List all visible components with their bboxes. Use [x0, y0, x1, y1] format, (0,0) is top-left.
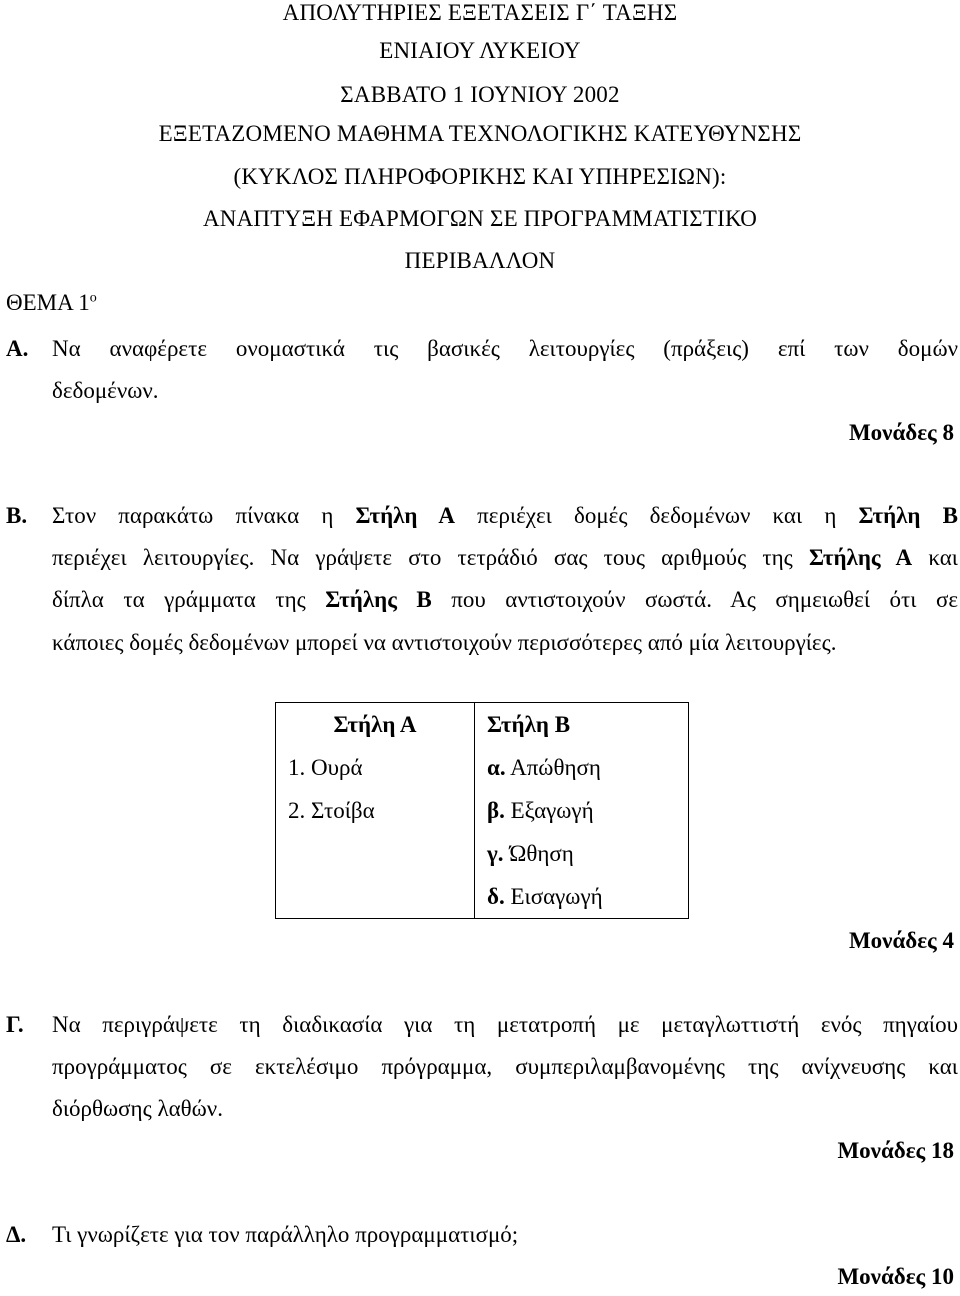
column-a-cell: [276, 875, 475, 919]
column-b-header: Στήλη Β: [487, 712, 571, 737]
question-b-letter: Β.: [6, 503, 28, 528]
column-b-cell: γ. Ώθηση: [487, 841, 574, 866]
exam-title-line-2: ΕΝΙΑΙΟΥ ΛΥΚΕΙΟΥ: [379, 38, 581, 63]
question-a-points: Μονάδες 8: [848, 420, 954, 445]
question-d-line-1: Τι γνωρίζετε για τον παράλληλο προγραμματισμό;: [52, 1222, 519, 1247]
question-c-letter: Γ.: [6, 1012, 24, 1037]
question-d-points: Μονάδες 10: [837, 1264, 954, 1289]
question-c-line-1: Να περιγράψετε τη διαδικασία για τη μετατροπή με μεταγλωττιστή ενός πηγαίου: [52, 1012, 958, 1037]
exam-subject-line-4: ΠΕΡΙΒΑΛΛΟΝ: [404, 248, 556, 273]
question-a-line-1: Να αναφέρετε ονομαστικά τις βασικές λειτουργίες (πράξεις) επί των δομών: [52, 336, 958, 361]
question-a-letter: Α.: [6, 336, 29, 361]
exam-title-line-1: ΑΠΟΛΥΤΗΡΙΕΣ ΕΞΕΤΑΣΕΙΣ Γ΄ ΤΑΞΗΣ: [282, 0, 678, 25]
question-c-line-2: προγράμματος σε εκτελέσιμο πρόγραμμα, συμπεριλαμβανομένης της ανίχνευσης και: [52, 1054, 958, 1079]
column-a-cell: 1. Ουρά: [276, 746, 475, 789]
exam-subject-line-1: ΕΞΕΤΑΖΟΜΕΝΟ ΜΑΘΗΜΑ ΤΕΧΝΟΛΟΓΙΚΗΣ ΚΑΤΕΥΘΥΝΣΗΣ: [158, 121, 802, 146]
question-b-line-3: δίπλα τα γράμματα της Στήλης Β που αντιστοιχούν σωστά. Ας σημειωθεί ότι σε: [52, 587, 959, 612]
column-a-cell: 2. Στοίβα: [276, 789, 475, 832]
question-c-points: Μονάδες 18: [837, 1138, 954, 1163]
column-b-cell: α. Απώθηση: [487, 755, 601, 780]
column-b-cell: β. Εξαγωγή: [487, 798, 594, 823]
question-a-line-2: δεδομένων.: [52, 378, 159, 403]
matching-table: [275, 702, 689, 919]
table-row: [276, 789, 689, 832]
question-b-points: Μονάδες 4: [848, 928, 954, 953]
table-header-row: [276, 703, 689, 747]
exam-subject-line-3: ΑΝΑΠΤΥΞΗ ΕΦΑΡΜΟΓΩΝ ΣΕ ΠΡΟΓΡΑΜΜΑΤΙΣΤΙΚΟ: [202, 206, 758, 231]
topic-superscript: ο: [89, 290, 97, 306]
table-row: [276, 832, 689, 875]
question-c-line-3: διόρθωσης λαθών.: [52, 1096, 223, 1121]
question-d-letter: Δ.: [6, 1222, 27, 1247]
question-b-line-4: κάποιες δομές δεδομένων μπορεί να αντιστοιχούν περισσότερες από μία λειτουργίες.: [52, 630, 837, 655]
topic-label: ΘΕΜΑ 1: [6, 290, 90, 315]
table-row: [276, 746, 689, 789]
exam-subject-line-2: (ΚΥΚΛΟΣ ΠΛΗΡΟΦΟΡΙΚΗΣ ΚΑΙ ΥΠΗΡΕΣΙΩΝ):: [233, 164, 727, 189]
question-b-line-1: Στον παρακάτω πίνακα η Στήλη Α περιέχει δομές δεδομένων και η Στήλη Β: [52, 503, 958, 528]
column-a-header: Στήλη Α: [276, 703, 475, 747]
table-row: [276, 875, 689, 919]
column-a-cell: [276, 832, 475, 875]
exam-date: ΣΑΒΒΑΤΟ 1 ΙΟΥΝΙΟΥ 2002: [340, 82, 620, 107]
question-b-line-2: περιέχει λειτουργίες. Να γράψετε στο τετράδιό σας τους αριθμούς της Στήλης Α και: [52, 545, 958, 570]
column-b-cell: δ. Εισαγωγή: [487, 884, 603, 909]
topic-heading: [6, 290, 97, 316]
